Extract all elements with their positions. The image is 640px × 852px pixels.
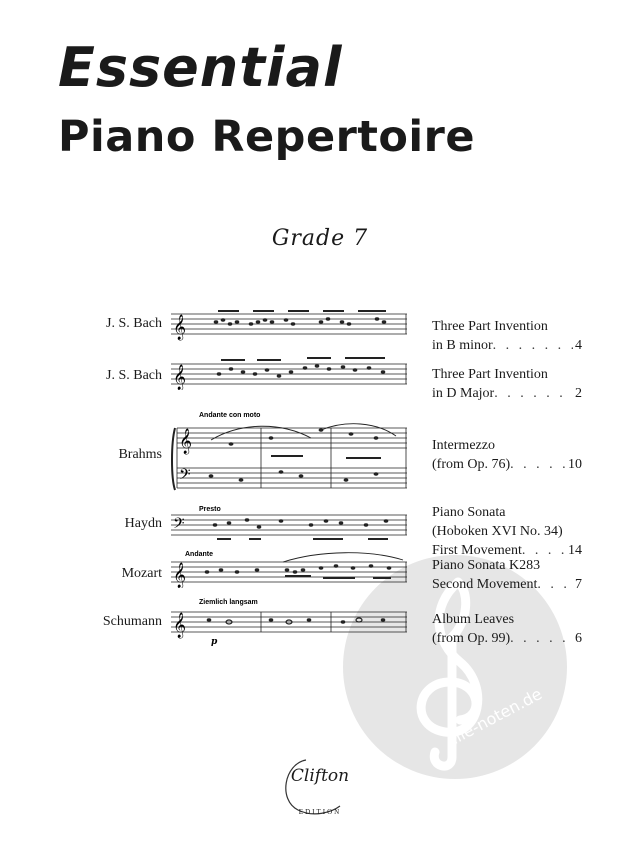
title-piano-repertoire: Piano Repertoire xyxy=(58,112,476,162)
entry-haydn xyxy=(432,503,582,560)
music-incipit-mozart xyxy=(171,548,407,588)
page-number: 7 xyxy=(575,577,582,592)
tempo-marking: Ziemlich langsam xyxy=(199,599,258,606)
composer-mozart: Mozart xyxy=(121,566,162,581)
entry-line: Second Movement xyxy=(432,577,538,592)
entry-line: Album Leaves xyxy=(432,612,515,627)
entry-schumann xyxy=(432,610,582,648)
tempo-marking: Andante con moto xyxy=(199,412,261,419)
logo-wordmark: Clifton xyxy=(290,766,350,786)
music-incipit-bach-d-major xyxy=(171,354,407,390)
title-essential: Essential xyxy=(58,36,343,99)
page-number: 6 xyxy=(575,631,582,646)
entry-line: First Movement xyxy=(432,543,522,558)
entry-line: Piano Sonata xyxy=(432,505,506,520)
composer-bach-1: J. S. Bach xyxy=(106,316,162,331)
music-incipit-haydn xyxy=(171,503,407,543)
svg-text:𝄢: 𝄢 xyxy=(179,466,191,487)
svg-text:p: p xyxy=(211,637,218,647)
svg-text:𝄞: 𝄞 xyxy=(173,563,187,588)
entry-line: (Hoboken XVI No. 34) xyxy=(432,524,563,539)
logo-edition: EDITION xyxy=(298,808,342,816)
composer-schumann: Schumann xyxy=(102,614,162,629)
composer-brahms: Brahms xyxy=(118,447,162,462)
music-incipit-bach-b-minor xyxy=(171,306,407,342)
page-number: 4 xyxy=(575,338,582,353)
grade-label: Grade 7 xyxy=(271,226,369,251)
entry-brahms xyxy=(432,436,582,474)
entry-line: Intermezzo xyxy=(432,438,495,453)
svg-text:𝄞: 𝄞 xyxy=(173,613,187,638)
composer-bach-2: J. S. Bach xyxy=(106,368,162,383)
entry-line: in D Major xyxy=(432,386,495,401)
entry-line: Piano Sonata K283 xyxy=(432,558,541,573)
svg-text:𝄞: 𝄞 xyxy=(179,429,193,454)
entry-bach-b-minor xyxy=(432,317,582,355)
tempo-marking: Andante xyxy=(185,551,213,558)
page-number: 2 xyxy=(575,386,582,401)
entry-line: (from Op. 76) xyxy=(432,457,511,472)
entry-line: (from Op. 99) xyxy=(432,631,511,646)
music-incipit-brahms xyxy=(171,408,407,500)
entry-line: in B minor xyxy=(432,338,493,353)
page-number: 10 xyxy=(568,457,582,472)
entry-line: Three Part Invention xyxy=(432,319,548,334)
svg-text:𝄞: 𝄞 xyxy=(173,365,187,390)
entry-line: Three Part Invention xyxy=(432,367,548,382)
entry-bach-d-major xyxy=(432,365,582,403)
watermark-text: alle-noten.de xyxy=(442,684,546,751)
svg-text:𝄢: 𝄢 xyxy=(173,515,185,536)
composer-haydn: Haydn xyxy=(124,516,162,531)
page-number: 14 xyxy=(568,543,582,558)
entry-mozart xyxy=(432,556,582,594)
publisher-logo xyxy=(270,752,370,822)
svg-text:𝄞: 𝄞 xyxy=(173,315,187,340)
music-incipit-schumann xyxy=(171,596,407,650)
tempo-marking: Presto xyxy=(199,506,221,513)
